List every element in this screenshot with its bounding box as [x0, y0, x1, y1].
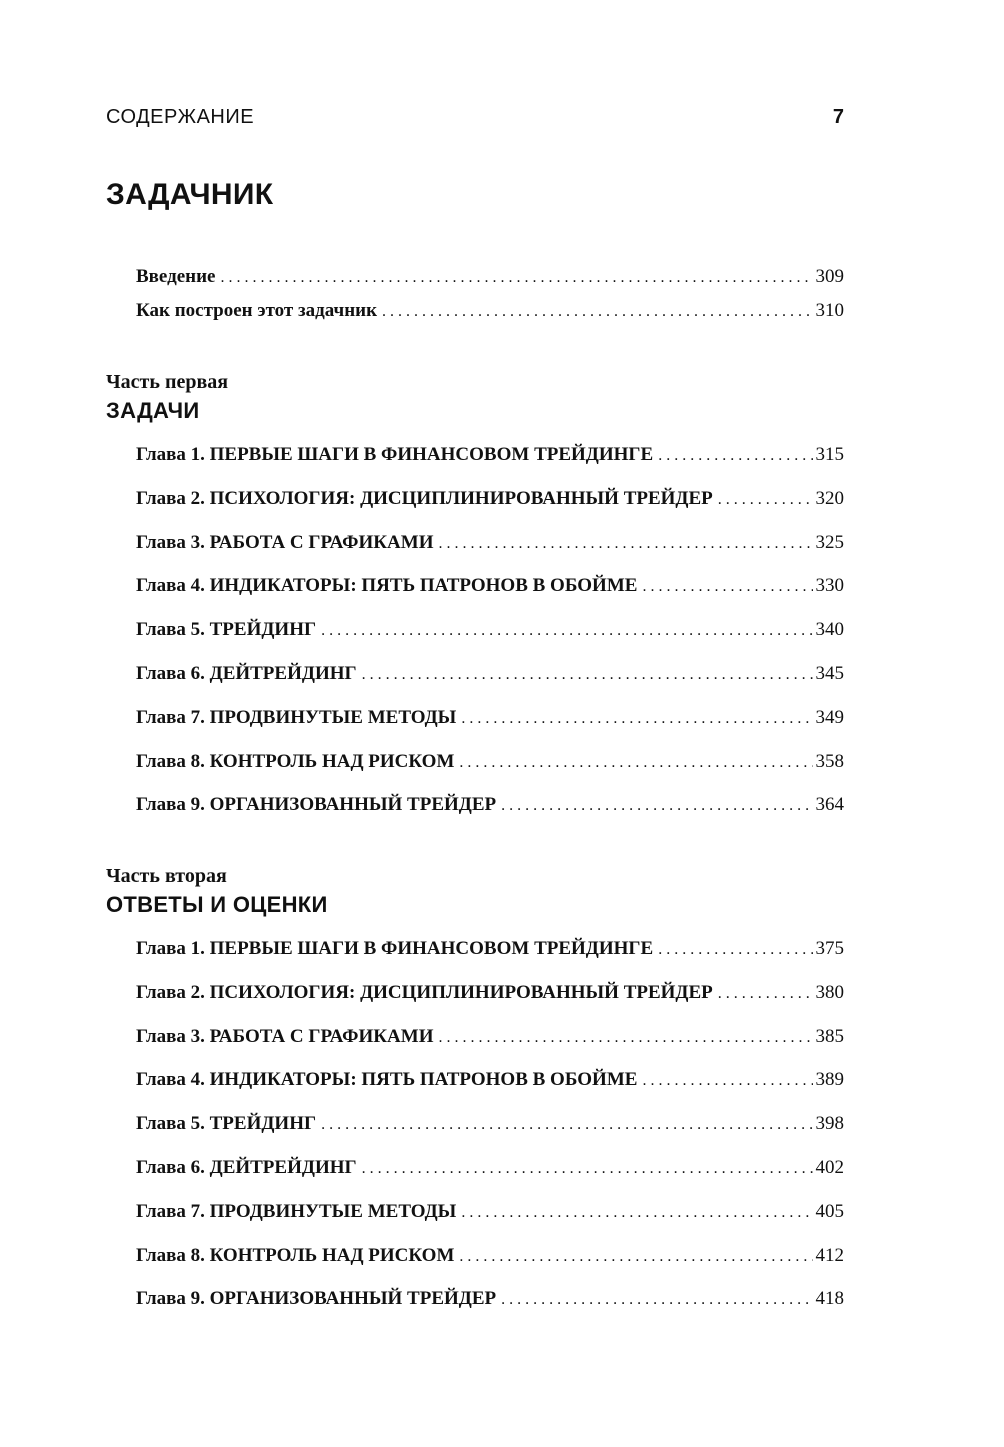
dot-leader	[501, 797, 812, 815]
toc-entry[interactable]	[136, 1245, 844, 1289]
toc-entry[interactable]	[136, 982, 844, 1026]
toc-entry-page: 364	[815, 794, 844, 816]
dot-leader	[459, 1248, 812, 1266]
toc-entry-label: Как построен этот задачник	[136, 300, 378, 321]
toc-entry-label: Глава 8. КОНТРОЛЬ НАД РИСКОМ	[136, 1244, 455, 1266]
toc-entry[interactable]	[136, 663, 844, 707]
toc-entry-label: Глава 1. ПЕРВЫЕ ШАГИ В ФИНАНСОВОМ ТРЕЙДИНГЕ	[136, 444, 654, 465]
toc-entry-page: 412	[815, 1244, 844, 1266]
toc-entry-page: 402	[815, 1156, 844, 1178]
dot-leader	[658, 447, 812, 465]
dot-leader	[459, 754, 812, 772]
dot-leader	[718, 985, 813, 1003]
toc-entry-label: Глава 3. РАБОТА С ГРАФИКАМИ	[136, 531, 434, 553]
part-two-label: Часть вторая	[106, 865, 227, 887]
toc-entry-page: 345	[815, 662, 844, 684]
part-one-label: Часть первая	[106, 371, 229, 393]
toc-entry-page: 320	[815, 487, 844, 509]
toc-entry[interactable]	[136, 1157, 844, 1201]
toc-entry[interactable]	[136, 619, 844, 663]
dot-leader	[658, 941, 812, 959]
toc-entry-label: Глава 5. ТРЕЙДИНГ	[136, 1113, 317, 1135]
toc-entry-page: 375	[815, 938, 844, 959]
dot-leader	[362, 1160, 813, 1178]
dot-leader	[382, 303, 812, 321]
toc-entry-page: 389	[815, 1069, 844, 1091]
toc-entry-page: 340	[815, 619, 844, 641]
toc-entry-label: Глава 9. ОРГАНИЗОВАННЫЙ ТРЕЙДЕР	[136, 794, 497, 816]
toc-entry-label: Глава 6. ДЕЙТРЕЙДИНГ	[136, 1156, 357, 1178]
toc-entry-page: 358	[815, 750, 844, 772]
toc-entry-page: 418	[815, 1288, 844, 1310]
dot-leader	[461, 710, 812, 728]
running-title: СОДЕРЖАНИЕ	[106, 106, 255, 128]
toc-entry[interactable]	[136, 794, 844, 838]
dot-leader	[718, 491, 813, 509]
part-two-toc-list	[136, 938, 844, 1332]
toc-entry-label: Глава 4. ИНДИКАТОРЫ: ПЯТЬ ПАТРОНОВ В ОБОЙМЕ	[136, 575, 638, 597]
toc-entry[interactable]	[136, 751, 844, 795]
part-one-toc-list	[136, 444, 844, 838]
page-number: 7	[832, 106, 844, 128]
toc-entry-label: Глава 6. ДЕЙТРЕЙДИНГ	[136, 662, 357, 684]
toc-entry[interactable]	[136, 1113, 844, 1157]
toc-entry-page: 385	[815, 1025, 844, 1047]
toc-entry[interactable]	[136, 707, 844, 751]
toc-entry-page: 310	[815, 300, 844, 321]
dot-leader	[642, 578, 812, 596]
toc-entry[interactable]	[136, 532, 844, 576]
toc-entry[interactable]	[136, 1069, 844, 1113]
toc-entry-label: Глава 9. ОРГАНИЗОВАННЫЙ ТРЕЙДЕР	[136, 1288, 497, 1310]
toc-entry-page: 330	[815, 575, 844, 597]
dot-leader	[321, 622, 812, 640]
toc-entry-page: 349	[815, 706, 844, 728]
toc-entry[interactable]	[136, 266, 844, 300]
running-header	[106, 106, 844, 136]
dot-leader	[362, 666, 813, 684]
toc-entry[interactable]	[136, 1288, 844, 1332]
toc-entry-label: Глава 7. ПРОДВИНУТЫЕ МЕТОДЫ	[136, 1200, 457, 1222]
toc-entry-page: 380	[815, 981, 844, 1003]
dot-leader	[501, 1291, 812, 1309]
dot-leader	[461, 1204, 812, 1222]
toc-entry[interactable]	[136, 300, 844, 334]
toc-entry-label: Глава 4. ИНДИКАТОРЫ: ПЯТЬ ПАТРОНОВ В ОБОЙМЕ	[136, 1069, 638, 1091]
toc-entry-page: 309	[815, 266, 844, 287]
toc-entry-label: Глава 8. КОНТРОЛЬ НАД РИСКОМ	[136, 750, 455, 772]
toc-entry[interactable]	[136, 444, 844, 488]
toc-entry-label: Глава 1. ПЕРВЫЕ ШАГИ В ФИНАНСОВОМ ТРЕЙДИНГЕ	[136, 938, 654, 959]
part-one-title: ЗАДАЧИ	[106, 398, 200, 423]
toc-entry-page: 325	[815, 531, 844, 553]
toc-entry-label: Глава 2. ПСИХОЛОГИЯ: ДИСЦИПЛИНИРОВАННЫЙ ТРЕЙДЕР	[136, 981, 713, 1003]
dot-leader	[439, 535, 813, 553]
toc-entry-label: Глава 2. ПСИХОЛОГИЯ: ДИСЦИПЛИНИРОВАННЫЙ ТРЕЙДЕР	[136, 487, 713, 509]
toc-entry-label: Глава 3. РАБОТА С ГРАФИКАМИ	[136, 1025, 434, 1047]
section-title: ЗАДАЧНИК	[106, 178, 274, 211]
dot-leader	[642, 1072, 812, 1090]
intro-toc-list	[136, 266, 844, 334]
dot-leader	[221, 269, 813, 287]
toc-entry[interactable]	[136, 575, 844, 619]
dot-leader	[321, 1116, 812, 1134]
toc-entry-page: 315	[815, 444, 844, 465]
toc-entry-label: Глава 7. ПРОДВИНУТЫЕ МЕТОДЫ	[136, 706, 457, 728]
dot-leader	[439, 1029, 813, 1047]
toc-entry-label: Глава 5. ТРЕЙДИНГ	[136, 619, 317, 641]
part-two-title: ОТВЕТЫ И ОЦЕНКИ	[106, 892, 328, 917]
toc-entry-label: Введение	[136, 266, 216, 287]
toc-entry-page: 398	[815, 1113, 844, 1135]
toc-entry-page: 405	[815, 1200, 844, 1222]
toc-entry[interactable]	[136, 1026, 844, 1070]
toc-entry[interactable]	[136, 488, 844, 532]
toc-entry[interactable]	[136, 938, 844, 982]
toc-entry[interactable]	[136, 1201, 844, 1245]
